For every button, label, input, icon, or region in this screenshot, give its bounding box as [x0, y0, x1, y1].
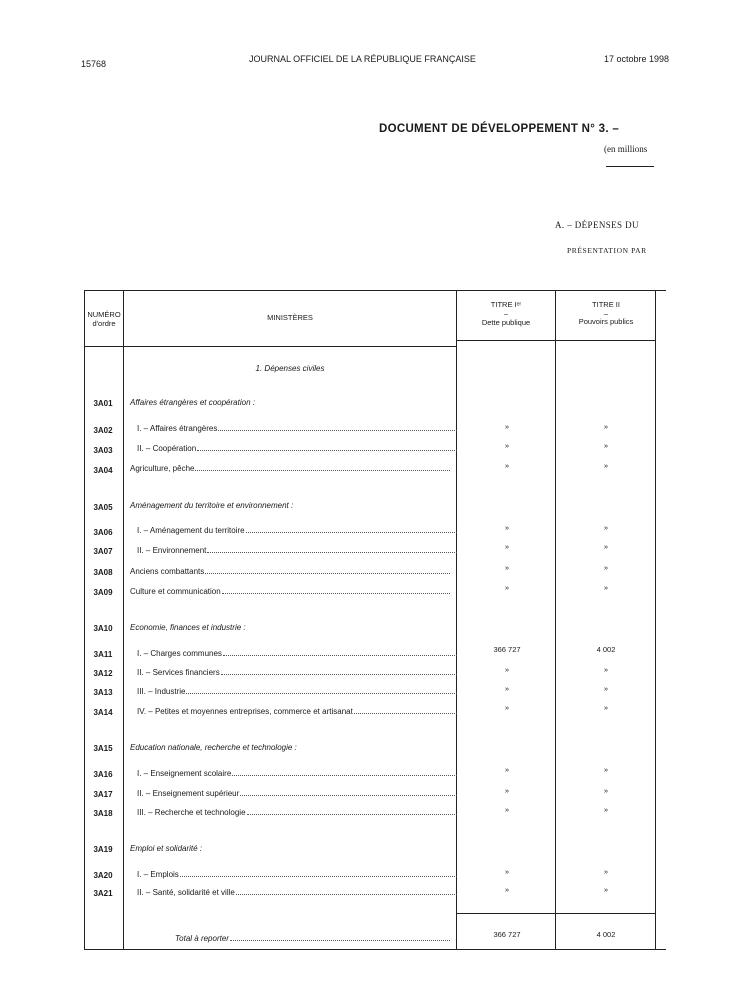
- row-code: 3A04: [93, 466, 113, 475]
- titre2-value: »: [603, 563, 609, 572]
- titre2-value: »: [603, 703, 609, 712]
- row-code: 3A05: [93, 503, 113, 512]
- row-code: 3A01: [93, 399, 113, 408]
- titre1-value: »: [504, 583, 510, 592]
- row-code: 3A06: [93, 528, 113, 537]
- titre1-value: »: [504, 867, 510, 876]
- row-code: 3A16: [93, 770, 113, 779]
- titre2-value: »: [603, 461, 609, 470]
- total-titre1: 366 727: [493, 930, 521, 939]
- col-header-titre2-sub: Pouvoirs publics: [578, 317, 634, 326]
- row-label: II. – Coopération: [137, 444, 457, 453]
- row-code: 3A11: [93, 650, 113, 659]
- issue-date: 17 octobre 1998: [604, 54, 670, 64]
- titre2-value: »: [603, 786, 609, 795]
- row-label: I. – Emplois: [137, 870, 457, 879]
- row-label: I. – Charges communes: [137, 649, 457, 658]
- unit-underline: [606, 166, 654, 167]
- titre2-value: »: [603, 684, 609, 693]
- document-title: DOCUMENT DE DÉVELOPPEMENT N° 3. –: [379, 123, 620, 135]
- row-label: Affaires étrangères et coopération :: [130, 398, 255, 407]
- row-label: II. – Services financiers: [137, 668, 457, 677]
- col-header-titre1-dash: –: [503, 309, 509, 318]
- titre2-value: »: [603, 542, 609, 551]
- titre2-value: »: [603, 665, 609, 674]
- titre1-value: »: [504, 461, 510, 470]
- row-label: Agriculture, pêche: [130, 464, 450, 473]
- titre2-value: »: [603, 441, 609, 450]
- col-header-titre2-dash: –: [603, 309, 609, 318]
- titre2-value: »: [603, 805, 609, 814]
- row-code: 3A13: [93, 688, 113, 697]
- row-label: Education nationale, recherche et technologie :: [130, 743, 297, 752]
- titre1-value: »: [504, 542, 510, 551]
- row-code: 3A21: [93, 889, 113, 898]
- section-title: A. – DÉPENSES DU: [555, 220, 639, 230]
- row-code: 3A08: [93, 568, 113, 577]
- row-code: 3A02: [93, 426, 113, 435]
- row-label: III. – Recherche et technologie: [137, 808, 457, 817]
- group-heading: 1. Dépenses civiles: [255, 364, 325, 373]
- titre1-value: »: [504, 563, 510, 572]
- titre1-value: »: [504, 703, 510, 712]
- row-label: I. – Aménagement du territoire: [137, 526, 457, 535]
- titre1-value: »: [504, 523, 510, 532]
- titre1-value: 366 727: [493, 645, 521, 654]
- total-titre2: 4 002: [596, 930, 616, 939]
- row-code: 3A14: [93, 708, 113, 717]
- row-code: 3A09: [93, 588, 113, 597]
- col-header-titre2: TITRE II: [592, 300, 620, 309]
- row-code: 3A18: [93, 809, 113, 818]
- titre2-value: »: [603, 885, 609, 894]
- titre2-value: 4 002: [596, 645, 616, 654]
- row-code: 3A20: [93, 871, 113, 880]
- row-label: Culture et communication: [130, 587, 450, 596]
- row-label: Emploi et solidarité :: [130, 844, 203, 853]
- presentation-title: PRÉSENTATION PAR: [567, 246, 647, 255]
- col-header-numero: NUMÉRO: [87, 310, 121, 319]
- titre1-value: »: [504, 684, 510, 693]
- row-label: II. – Santé, solidarité et ville: [137, 888, 457, 897]
- col-header-titre1-sub: Dette publique: [481, 318, 531, 327]
- titre1-value: »: [504, 765, 510, 774]
- titre1-value: »: [504, 885, 510, 894]
- row-code: 3A17: [93, 790, 113, 799]
- row-label: II. – Environnement: [137, 546, 457, 555]
- titre1-value: »: [504, 441, 510, 450]
- col-header-ordre: d'ordre: [92, 319, 116, 328]
- row-code: 3A10: [93, 624, 113, 633]
- col-header-ministeres: MINISTÈRES: [267, 313, 313, 322]
- titre2-value: »: [603, 523, 609, 532]
- row-label: Aménagement du territoire et environnement :: [130, 501, 294, 510]
- titre2-value: »: [603, 867, 609, 876]
- titre1-value: »: [504, 665, 510, 674]
- titre2-value: »: [603, 583, 609, 592]
- titre2-value: »: [603, 422, 609, 431]
- row-code: 3A03: [93, 446, 113, 455]
- row-code: 3A19: [93, 845, 113, 854]
- titre2-value: »: [603, 765, 609, 774]
- row-label: Anciens combattants: [130, 567, 450, 576]
- row-label: IV. – Petites et moyennes entreprises, commerce et artisanat: [137, 707, 457, 716]
- row-code: 3A07: [93, 547, 113, 556]
- row-label: I. – Affaires étrangères: [137, 424, 457, 433]
- total-label: Total à reporter: [175, 934, 450, 943]
- unit-note: (en millions: [604, 144, 648, 154]
- page-number: 15768: [81, 59, 107, 69]
- titre1-value: »: [504, 786, 510, 795]
- row-label: Economie, finances et industrie :: [130, 623, 246, 632]
- row-code: 3A12: [93, 669, 113, 678]
- journal-title: JOURNAL OFFICIEL DE LA RÉPUBLIQUE FRANÇAISE: [249, 54, 476, 64]
- row-label: I. – Enseignement scolaire: [137, 769, 457, 778]
- titre1-value: »: [504, 805, 510, 814]
- row-label: II. – Enseignement supérieur: [137, 789, 457, 798]
- titre1-value: »: [504, 422, 510, 431]
- col-header-titre1: TITRE Iᵉʳ: [490, 300, 522, 309]
- row-label: III. – Industrie: [137, 687, 457, 696]
- row-code: 3A15: [93, 744, 113, 753]
